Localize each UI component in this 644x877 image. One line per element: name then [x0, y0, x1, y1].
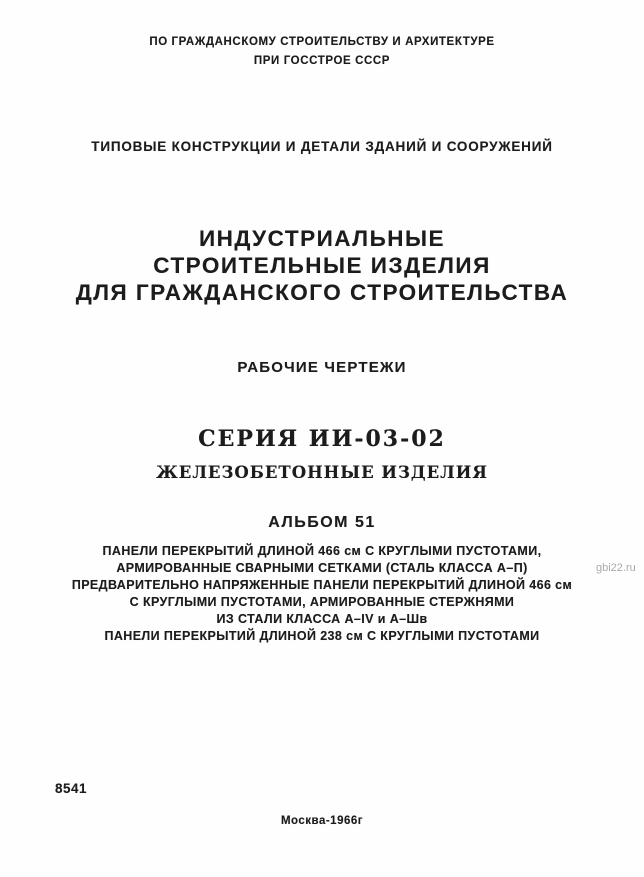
album-description-line-6: ПАНЕЛИ ПЕРЕКРЫТИЙ ДЛИНОЙ 238 см С КРУГЛЫМИ ПУСТОТАМИ — [104, 629, 540, 643]
site-watermark: gbi22.ru — [596, 562, 636, 574]
series-type: ЖЕЛЕЗОБЕТОННЫЕ ИЗДЕЛИЯ — [156, 463, 488, 482]
album-description-line-4: С КРУГЛЫМИ ПУСТОТАМИ, АРМИРОВАННЫЕ СТЕРЖНЯМИ — [129, 595, 515, 609]
series-number: СЕРИЯ ИИ-03-02 — [198, 426, 446, 452]
main-title-line-3: ДЛЯ ГРАЖДАНСКОГО СТРОИТЕЛЬСТВА — [75, 280, 569, 305]
album-description-line-5: ИЗ СТАЛИ КЛАССА А–IV и А–Шв — [216, 612, 428, 626]
album-description-line-3: ПРЕДВАРИТЕЛЬНО НАПРЯЖЕННЫЕ ПАНЕЛИ ПЕРЕКРЫТИЙ ДЛИНОЙ 466 см — [71, 578, 573, 592]
album-description-line-2: АРМИРОВАННЫЕ СВАРНЫМИ СЕТКАМИ (СТАЛЬ КЛАССА А–П) — [116, 561, 528, 575]
imprint-moscow-year: Москва-1966г — [280, 815, 364, 827]
document-category: ТИПОВЫЕ КОНСТРУКЦИИ И ДЕТАЛИ ЗДАНИЙ И СООРУЖЕНИЙ — [91, 139, 553, 154]
document-number: 8541 — [55, 781, 88, 796]
album-title: АЛЬБОМ 51 — [268, 514, 376, 531]
main-title-line-2: СТРОИТЕЛЬНЫЕ ИЗДЕЛИЯ — [153, 253, 491, 278]
issuing-body-line-1: ПО ГРАЖДАНСКОМУ СТРОИТЕЛЬСТВУ И АРХИТЕКТУРЕ — [149, 36, 495, 48]
main-title-line-1: ИНДУСТРИАЛЬНЫЕ — [198, 226, 446, 251]
working-drawings-subtitle: РАБОЧИЕ ЧЕРТЕЖИ — [237, 359, 407, 376]
album-description-line-1: ПАНЕЛИ ПЕРЕКРЫТИЙ ДЛИНОЙ 466 см С КРУГЛЫМИ ПУСТОТАМИ, — [102, 544, 542, 558]
issuing-body-line-2: ПРИ ГОССТРОЕ СССР — [253, 55, 391, 67]
